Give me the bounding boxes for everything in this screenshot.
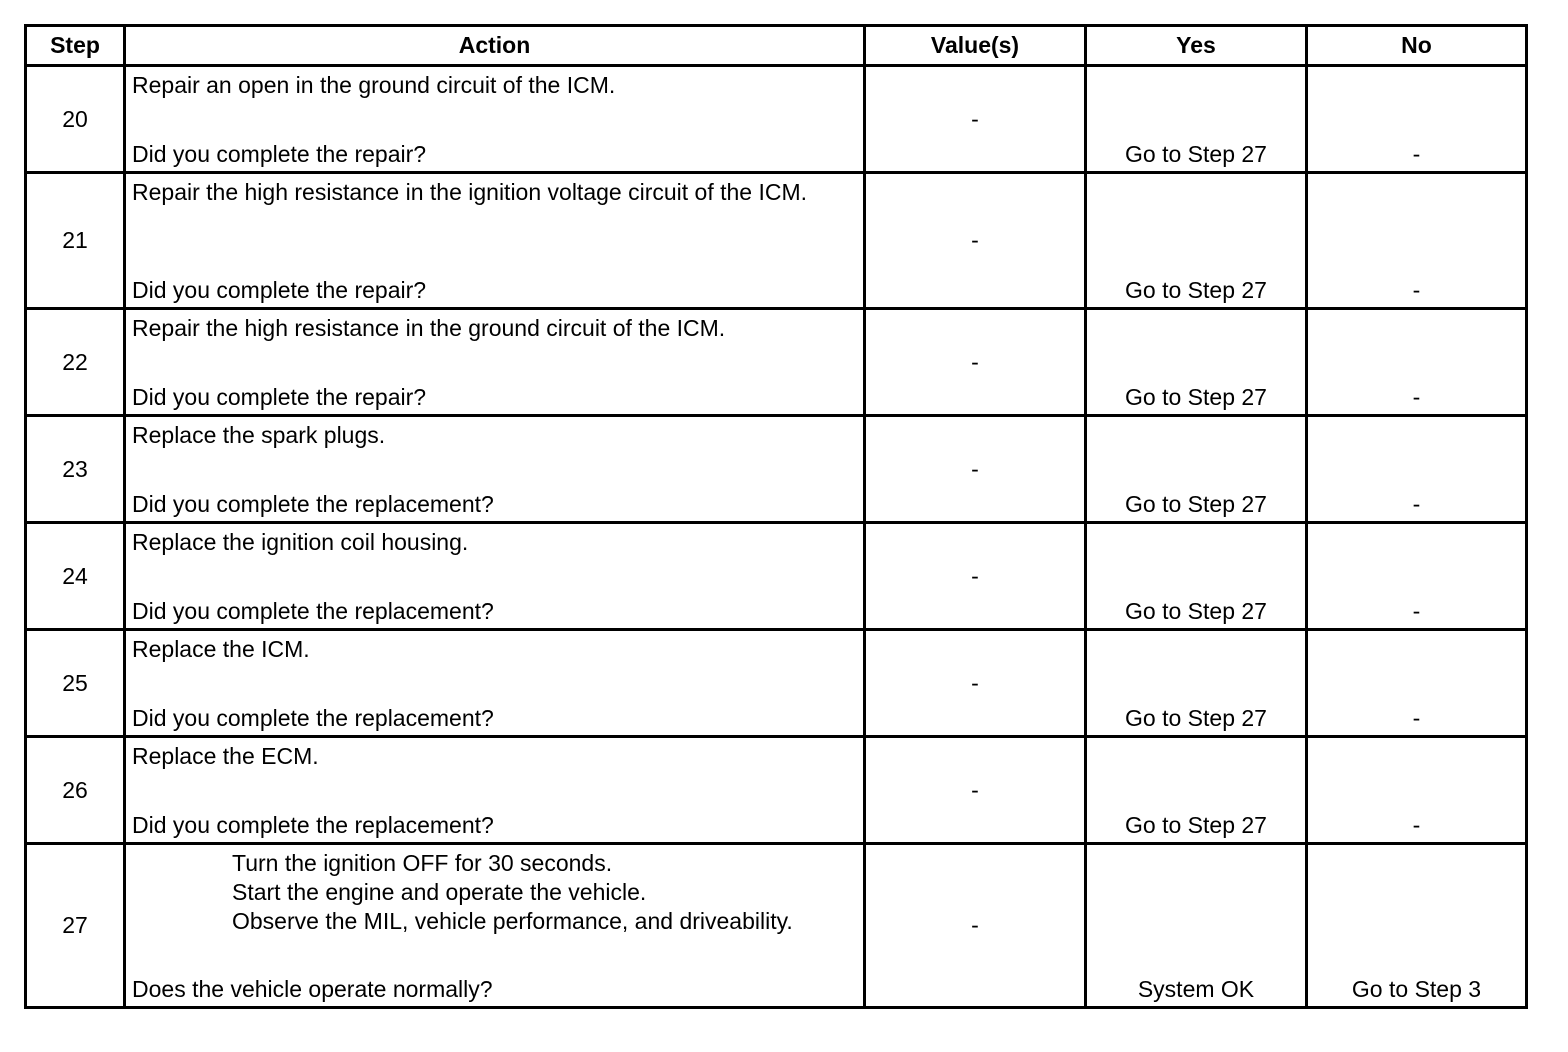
action-cell bbox=[125, 66, 865, 173]
no-cell bbox=[1307, 523, 1527, 630]
value-cell: - bbox=[865, 630, 1086, 737]
yes-result: Go to Step 27 bbox=[1125, 141, 1267, 167]
no-cell bbox=[1307, 844, 1527, 1008]
table-row bbox=[26, 630, 1527, 737]
action-text: Replace the ignition coil housing. bbox=[132, 529, 469, 555]
no-cell bbox=[1307, 309, 1527, 416]
table-row bbox=[26, 309, 1527, 416]
step-number: 25 bbox=[26, 630, 125, 737]
action-cell bbox=[125, 173, 865, 309]
table-row bbox=[26, 737, 1527, 844]
yes-cell bbox=[1086, 66, 1307, 173]
no-cell bbox=[1307, 66, 1527, 173]
action-question: Did you complete the replacement? bbox=[132, 598, 494, 624]
action-cell bbox=[125, 523, 865, 630]
step-number: 26 bbox=[26, 737, 125, 844]
action-text: Repair the high resistance in the ignition voltage circuit of the ICM. bbox=[132, 179, 808, 205]
no-result: - bbox=[1412, 141, 1421, 167]
yes-cell bbox=[1086, 309, 1307, 416]
yes-result: Go to Step 27 bbox=[1125, 705, 1267, 731]
no-cell bbox=[1307, 416, 1527, 523]
no-result: Go to Step 3 bbox=[1351, 976, 1482, 1002]
action-step-line: Turn the ignition OFF for 30 seconds. bbox=[232, 850, 613, 876]
yes-result: Go to Step 27 bbox=[1125, 812, 1267, 838]
action-cell bbox=[125, 844, 865, 1008]
diagnostic-table bbox=[24, 24, 1528, 1009]
table-row bbox=[26, 523, 1527, 630]
no-result: - bbox=[1412, 705, 1421, 731]
header-step: Step bbox=[26, 26, 125, 66]
action-step-line: Start the engine and operate the vehicle. bbox=[232, 879, 647, 905]
yes-result: Go to Step 27 bbox=[1125, 491, 1267, 517]
yes-cell bbox=[1086, 844, 1307, 1008]
header-row bbox=[26, 26, 1527, 66]
yes-result: Go to Step 27 bbox=[1125, 277, 1267, 303]
yes-cell bbox=[1086, 523, 1307, 630]
no-result: - bbox=[1412, 491, 1421, 517]
action-cell bbox=[125, 630, 865, 737]
no-result: - bbox=[1412, 277, 1421, 303]
action-cell bbox=[125, 309, 865, 416]
value-cell: - bbox=[865, 737, 1086, 844]
value-cell: - bbox=[865, 523, 1086, 630]
table-row bbox=[26, 66, 1527, 173]
action-question: Did you complete the repair? bbox=[132, 384, 427, 410]
action-steps bbox=[132, 849, 853, 936]
action-question: Does the vehicle operate normally? bbox=[132, 976, 493, 1002]
action-question: Did you complete the repair? bbox=[132, 141, 427, 167]
table-row bbox=[26, 416, 1527, 523]
action-text: Replace the spark plugs. bbox=[132, 422, 386, 448]
yes-cell bbox=[1086, 737, 1307, 844]
no-result: - bbox=[1412, 812, 1421, 838]
action-text: Replace the ECM. bbox=[132, 743, 319, 769]
yes-cell bbox=[1086, 416, 1307, 523]
step-number: 27 bbox=[26, 844, 125, 1008]
action-question: Did you complete the replacement? bbox=[132, 491, 494, 517]
no-result: - bbox=[1412, 598, 1421, 624]
no-cell bbox=[1307, 737, 1527, 844]
action-cell bbox=[125, 416, 865, 523]
step-number: 21 bbox=[26, 173, 125, 309]
action-question: Did you complete the repair? bbox=[132, 277, 427, 303]
value-cell: - bbox=[865, 416, 1086, 523]
value-cell: - bbox=[865, 844, 1086, 1008]
action-question: Did you complete the replacement? bbox=[132, 705, 494, 731]
no-result: - bbox=[1412, 384, 1421, 410]
header-action: Action bbox=[125, 26, 865, 66]
step-number: 24 bbox=[26, 523, 125, 630]
step-number: 22 bbox=[26, 309, 125, 416]
table-row bbox=[26, 844, 1527, 1008]
value-cell: - bbox=[865, 309, 1086, 416]
action-text: Repair an open in the ground circuit of the ICM. bbox=[132, 72, 616, 98]
table-row bbox=[26, 173, 1527, 309]
value-cell: - bbox=[865, 173, 1086, 309]
yes-result: Go to Step 27 bbox=[1125, 384, 1267, 410]
header-yes: Yes bbox=[1086, 26, 1307, 66]
no-cell bbox=[1307, 173, 1527, 309]
header-values: Value(s) bbox=[865, 26, 1086, 66]
yes-result: Go to Step 27 bbox=[1125, 598, 1267, 624]
yes-cell bbox=[1086, 630, 1307, 737]
action-text: Replace the ICM. bbox=[132, 636, 310, 662]
header-no: No bbox=[1307, 26, 1527, 66]
value-cell: - bbox=[865, 66, 1086, 173]
step-number: 23 bbox=[26, 416, 125, 523]
yes-cell bbox=[1086, 173, 1307, 309]
action-question: Did you complete the replacement? bbox=[132, 812, 494, 838]
action-cell bbox=[125, 737, 865, 844]
step-number: 20 bbox=[26, 66, 125, 173]
action-step-line: Observe the MIL, vehicle performance, and driveability. bbox=[232, 908, 793, 934]
no-cell bbox=[1307, 630, 1527, 737]
yes-result: System OK bbox=[1137, 976, 1255, 1002]
action-text: Repair the high resistance in the ground circuit of the ICM. bbox=[132, 315, 726, 341]
